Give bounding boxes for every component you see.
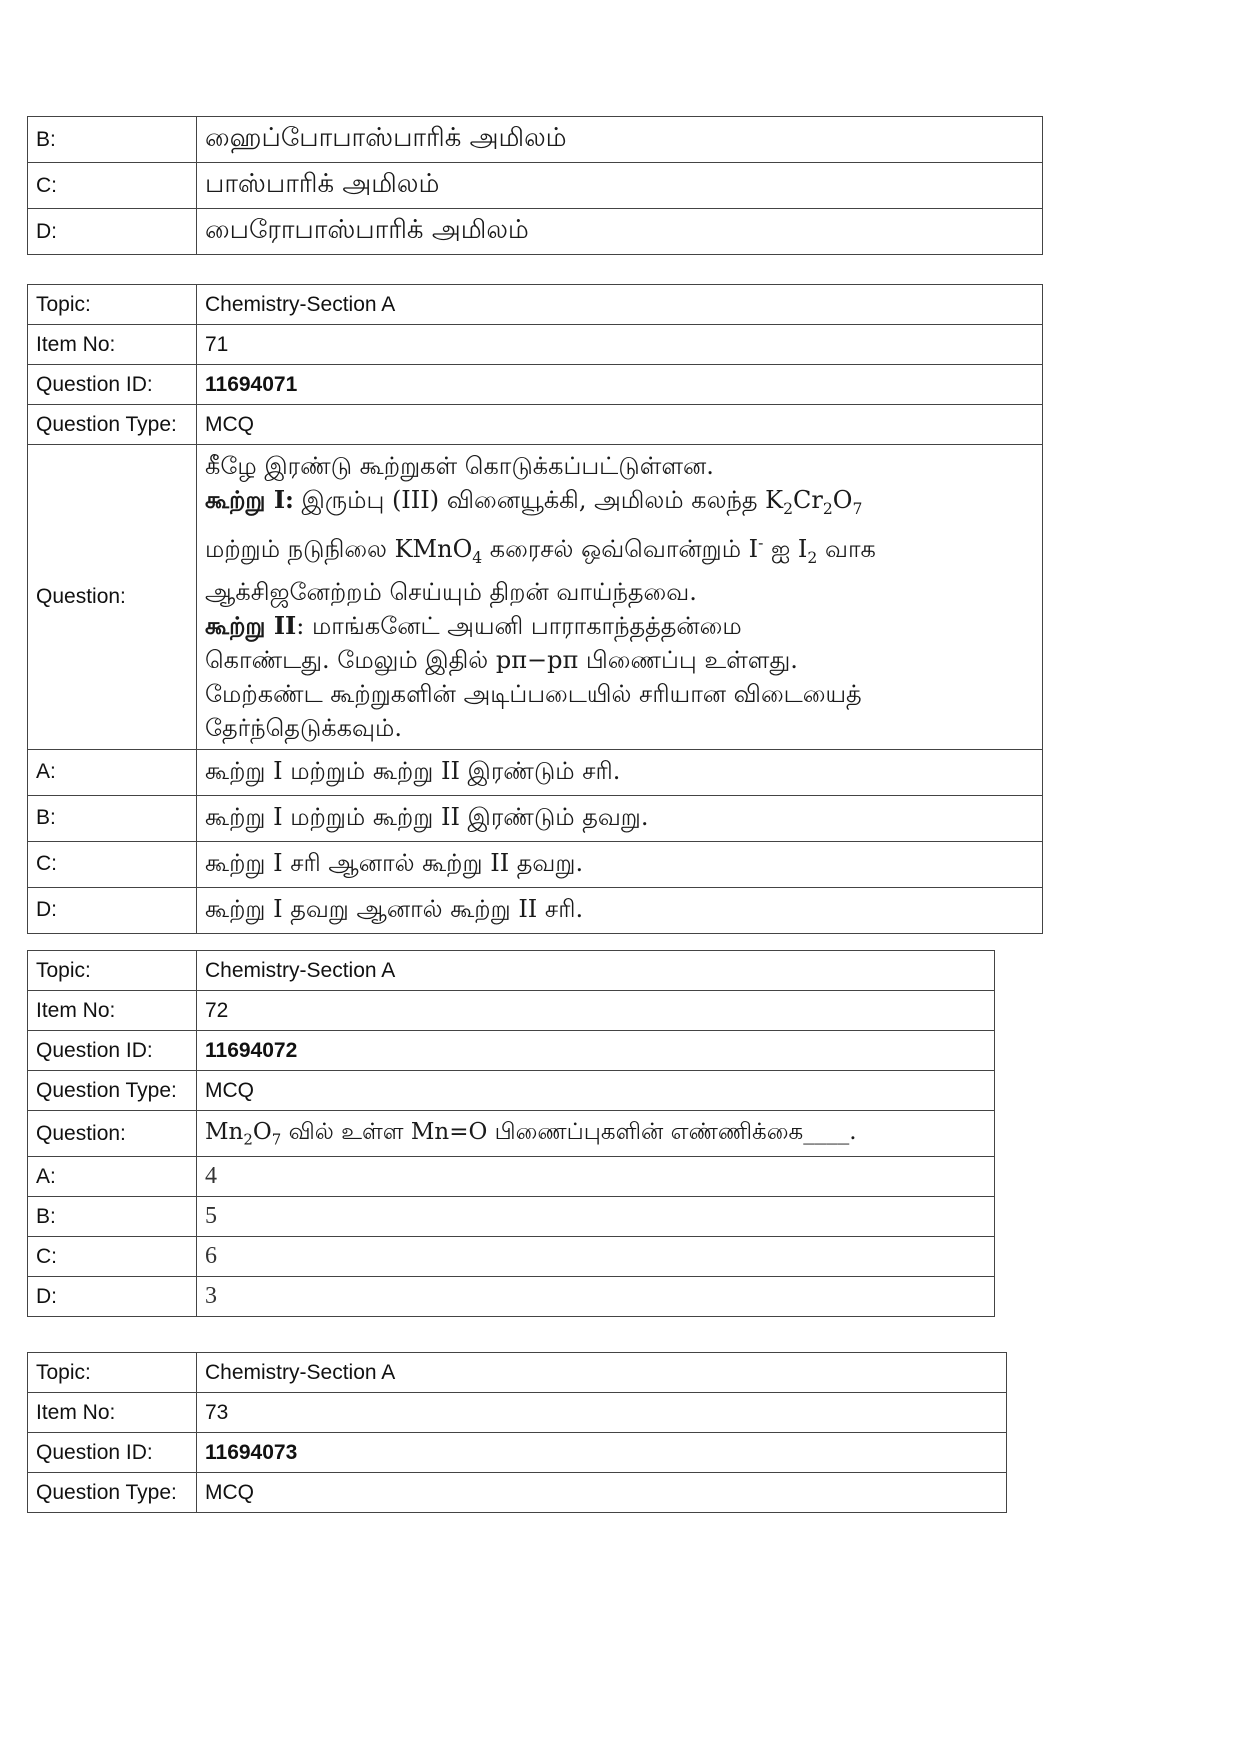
option-label: B: — [28, 795, 197, 841]
question-line: கீழே இரண்டு கூற்றுகள் கொடுக்கப்பட்டுள்ளன. — [205, 452, 714, 480]
item-row — [28, 991, 995, 1031]
option-label: D: — [28, 1277, 197, 1317]
statement-1-label: கூற்று I: — [205, 485, 294, 514]
topic-row — [28, 285, 1043, 325]
option-label: A: — [28, 1157, 197, 1197]
subscript: 7 — [271, 1130, 282, 1149]
question-type-row — [28, 1071, 995, 1111]
item-value: 71 — [197, 325, 1043, 365]
option-row-c — [28, 1237, 995, 1277]
option-value: கூற்று I மற்றும் கூற்று II இரண்டும் தவறு. — [197, 795, 1043, 841]
question-id-value: 11694073 — [197, 1433, 1007, 1473]
option-value: கூற்று I மற்றும் கூற்று II இரண்டும் சரி. — [197, 749, 1043, 795]
question-type-row — [28, 405, 1043, 445]
topic-value: Chemistry-Section A — [197, 285, 1043, 325]
subscript: 7 — [852, 499, 863, 518]
statement-1-text: இரும்பு (III) வினையூக்கி, அமிலம் கலந்த K — [293, 486, 784, 514]
option-label: D: — [28, 887, 197, 933]
option-row-a — [28, 749, 1043, 795]
question-table-73 — [27, 1352, 1007, 1513]
option-label: B: — [28, 1197, 197, 1237]
formula-part: Cr — [793, 486, 823, 514]
formula-part: Mn — [205, 1118, 244, 1145]
question-text-part: கரைசல் ஒவ்வொன்றும் I — [482, 534, 759, 563]
option-value: 4 — [197, 1157, 995, 1197]
option-label: C: — [28, 841, 197, 887]
superscript: - — [758, 533, 764, 552]
item-label: Item No: — [28, 1393, 197, 1433]
option-label: A: — [28, 749, 197, 795]
statement-2-text: : மாங்கனேட் அயனி பாராகாந்தத்தன்மை — [296, 611, 742, 640]
question-row — [28, 1111, 995, 1157]
question-id-row — [28, 365, 1043, 405]
option-row-d — [28, 1277, 995, 1317]
statement-1-line — [205, 483, 1034, 526]
topic-value: Chemistry-Section A — [197, 1353, 1007, 1393]
statement-2-label: கூற்று II — [205, 610, 297, 640]
question-line: ஆக்சிஜனேற்றம் செய்யும் திறன் வாய்ந்தவை. — [205, 577, 697, 606]
item-label: Item No: — [28, 325, 197, 365]
question-line: தேர்ந்தெடுக்கவும். — [205, 713, 402, 742]
topic-label: Topic: — [28, 951, 197, 991]
option-row-b — [28, 117, 1043, 163]
item-label: Item No: — [28, 991, 197, 1031]
question-label: Question: — [28, 445, 197, 750]
topic-row — [28, 951, 995, 991]
question-type-row — [28, 1473, 1007, 1513]
option-label: C: — [28, 163, 197, 209]
question-table-71 — [27, 284, 1043, 934]
question-id-row — [28, 1031, 995, 1071]
option-row-d — [28, 209, 1043, 255]
item-value: 73 — [197, 1393, 1007, 1433]
question-table-72 — [27, 950, 995, 1317]
option-value: ஹைப்போபாஸ்பாரிக் அமிலம் — [197, 117, 1043, 163]
question-id-value: 11694071 — [197, 365, 1043, 405]
option-label: D: — [28, 209, 197, 255]
item-row — [28, 325, 1043, 365]
topic-value: Chemistry-Section A — [197, 951, 995, 991]
question-line: கொண்டது. மேலும் இதில் pπ−pπ பிணைப்பு உள்ளது. — [205, 645, 798, 674]
question-id-value: 11694072 — [197, 1031, 995, 1071]
question-id-row — [28, 1433, 1007, 1473]
subscript: 2 — [822, 499, 833, 518]
item-row — [28, 1393, 1007, 1433]
option-value: 3 — [197, 1277, 995, 1317]
option-value: 5 — [197, 1197, 995, 1237]
topic-label: Topic: — [28, 285, 197, 325]
option-value: கூற்று I தவறு ஆனால் கூற்று II சரி. — [197, 887, 1043, 933]
option-value: 6 — [197, 1237, 995, 1277]
question-type-value: MCQ — [197, 405, 1043, 445]
option-row-d — [28, 887, 1043, 933]
question-text — [197, 445, 1043, 750]
question-id-label: Question ID: — [28, 365, 197, 405]
option-value: பைரோபாஸ்பாரிக் அமிலம் — [197, 209, 1043, 255]
question-line — [205, 526, 1034, 575]
option-value: கூற்று I சரி ஆனால் கூற்று II தவறு. — [197, 841, 1043, 887]
option-row-a — [28, 1157, 995, 1197]
question-type-value: MCQ — [197, 1071, 995, 1111]
question-text-part: வாக — [817, 534, 876, 563]
subscript: 2 — [243, 1130, 253, 1149]
question-type-label: Question Type: — [28, 1071, 197, 1111]
topic-label: Topic: — [28, 1353, 197, 1393]
option-row-b — [28, 795, 1043, 841]
question-text-part: ஐ I — [763, 534, 808, 563]
question-label: Question: — [28, 1111, 197, 1157]
question-line: மேற்கண்ட கூற்றுகளின் அடிப்படையில் சரியான விடையைத் — [205, 679, 862, 708]
option-row-c — [28, 841, 1043, 887]
question-type-label: Question Type: — [28, 1473, 197, 1513]
question-text-part: வில் உள்ள Mn=O பிணைப்புகளின் எண்ணிக்கை____. — [281, 1118, 857, 1145]
question-id-label: Question ID: — [28, 1433, 197, 1473]
statement-2-line — [205, 609, 1034, 643]
subscript: 4 — [472, 548, 483, 567]
question-text — [197, 1111, 995, 1157]
prev-question-options-table — [27, 116, 1043, 255]
topic-row — [28, 1353, 1007, 1393]
option-label: B: — [28, 117, 197, 163]
question-row — [28, 445, 1043, 750]
option-row-b — [28, 1197, 995, 1237]
item-value: 72 — [197, 991, 995, 1031]
subscript: 2 — [783, 499, 794, 518]
question-text-part: மற்றும் நடுநிலை KMnO — [205, 534, 473, 563]
option-value: பாஸ்பாரிக் அமிலம் — [197, 163, 1043, 209]
subscript: 2 — [807, 548, 818, 567]
question-id-label: Question ID: — [28, 1031, 197, 1071]
formula-part: O — [832, 486, 853, 514]
option-row-c — [28, 163, 1043, 209]
question-type-label: Question Type: — [28, 405, 197, 445]
question-type-value: MCQ — [197, 1473, 1007, 1513]
formula-part: O — [252, 1118, 272, 1145]
option-label: C: — [28, 1237, 197, 1277]
